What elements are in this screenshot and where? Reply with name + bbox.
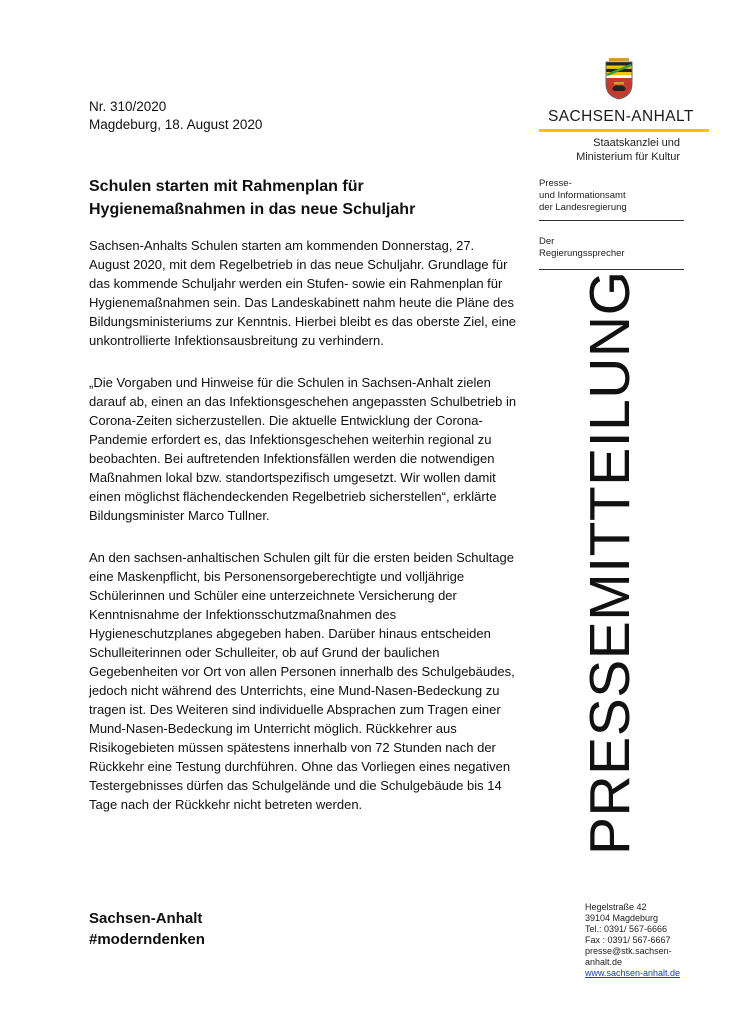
spokesperson-label: [539, 236, 625, 260]
text-line: darauf ab, einen an das Infektionsgeschehen angepassten Schulbetrieb in: [89, 394, 517, 409]
text-line: tragen ist. Des Weiteren sind individuelle Absprachen zum Tragen einer: [89, 702, 501, 717]
text-line: Bildungsminister Marco Tullner.: [89, 508, 270, 523]
text-line: Schulleiterinnen oder Schulleiter, ob auf Grund der baulichen: [89, 645, 440, 660]
vertical-title: PRESSEMITTEILUNG: [578, 270, 642, 855]
spokesperson-line-2: Regierungssprecher: [539, 248, 625, 259]
address-phone: Tel.: 0391/ 567-6666: [585, 924, 668, 934]
address-email-1: presse@stk.sachsen-: [585, 946, 672, 956]
text-line: Pandemie erfordert es, das Infektionsgeschehen weiterhin regional zu: [89, 432, 492, 447]
text-line: Kenntnisnahme der Infektionsschutzmaßnahmen des: [89, 607, 397, 622]
address-fax: Fax : 0391/ 567-6667: [585, 935, 671, 945]
paragraph-1: [89, 236, 529, 350]
text-line: Testergebnisses dürfen das Schulgelände und die Schulgebäude bis 14: [89, 778, 502, 793]
text-line: einen möglichst flächendeckenden Regelbetrieb sicherstellen“, erklärte: [89, 489, 497, 504]
text-line: beobachten. Bei auftretenden Infektionsfällen werden die notwendigen: [89, 451, 495, 466]
website-link[interactable]: www.sachsen-anhalt.de: [585, 968, 681, 978]
paragraph-2-quote: [89, 373, 529, 525]
headline-line-1: Schulen starten mit Rahmenplan für: [89, 178, 364, 195]
headline: [89, 175, 509, 221]
text-line: Schülerinnen und Schüler eine unterzeichnete Versicherung der: [89, 588, 457, 603]
address-email-2: anhalt.de: [585, 957, 623, 967]
address-street: Hegelstraße 42: [585, 902, 647, 912]
text-line: August 2020, mit dem Regelbetrieb in das neue Schuljahr. Grundlage für: [89, 257, 508, 272]
text-line: Mund-Nasen-Bedeckung im Unterricht möglich. Rückkehrer aus: [89, 721, 457, 736]
footer-hashtag: #moderndenken: [89, 931, 205, 948]
ministry-name: [560, 136, 680, 164]
spokesperson-line-1: Der: [539, 236, 555, 247]
press-release-number: Nr. 310/2020: [89, 99, 167, 114]
headline-line-2: Hygienemaßnahmen in das neue Schuljahr: [89, 201, 416, 218]
footer-name: Sachsen-Anhalt: [89, 910, 203, 927]
press-office-line-1: Presse-: [539, 178, 572, 189]
text-line: Hygieneschutzplanes abgegeben haben. Darüber hinaus entscheiden: [89, 626, 491, 641]
press-office-line-2: und Informationsamt: [539, 190, 626, 201]
coat-of-arms-icon: [604, 58, 634, 100]
text-line: Rückkehr eine Testung durchführen. Ohne das Vorliegen eines negativen: [89, 759, 511, 774]
dateline: Magdeburg, 18. August 2020: [89, 117, 263, 132]
press-office-label: [539, 178, 627, 214]
text-line: Tage nach der Rückkehr nicht betreten werden.: [89, 797, 363, 812]
ministry-line-2: Ministerium für Kultur: [576, 151, 680, 163]
text-line: Gegebenheiten vor Ort von allen Personen innerhalb des Schulgebäudes,: [89, 664, 515, 679]
text-line: „Die Vorgaben und Hinweise für die Schulen in Sachsen-Anhalt zielen: [89, 375, 491, 390]
text-line: Risikogebieten müssen spätestens innerhalb von 72 Stunden nach der: [89, 740, 496, 755]
divider: [539, 269, 684, 270]
text-line: Bildungsministeriums zur Kenntnis. Hierbei bleibt es das oberste Ziel, eine: [89, 314, 517, 329]
text-line: Maßnahmen lokal bzw. standortspezifisch umgesetzt. Wir wollen damit: [89, 470, 496, 485]
address-city: 39104 Magdeburg: [585, 913, 659, 923]
press-office-line-3: der Landesregierung: [539, 202, 627, 213]
text-line: Corona-Zeiten sicherzustellen. Die aktuelle Entwicklung der Corona-: [89, 413, 483, 428]
text-line: An den sachsen-anhaltischen Schulen gilt für die ersten beiden Schultage: [89, 550, 514, 565]
text-line: Sachsen-Anhalts Schulen starten am kommenden Donnerstag, 27.: [89, 238, 475, 253]
address-block: [585, 902, 672, 968]
paragraph-3: [89, 548, 529, 814]
brand-accent-rule: [539, 129, 709, 132]
brand-wordmark: SACHSEN-ANHALT: [548, 108, 694, 125]
vertical-title-wrapper: [575, 270, 645, 855]
ministry-line-1: Staatskanzlei und: [593, 137, 680, 149]
divider: [539, 220, 684, 221]
text-line: das kommende Schuljahr werden ein Stufen- sowie ein Rahmenplan für: [89, 276, 503, 291]
text-line: Hygienemaßnahmen sein. Das Landeskabinett nahm heute die Pläne des: [89, 295, 514, 310]
text-line: unkontrollierte Infektionsausbreitung zu verhindern.: [89, 333, 384, 348]
text-line: eine Maskenpflicht, bis Personensorgeberechtigte und volljährige: [89, 569, 465, 584]
text-line: jedoch nicht während des Unterrichts, eine Mund-Nasen-Bedeckung zu: [89, 683, 500, 698]
